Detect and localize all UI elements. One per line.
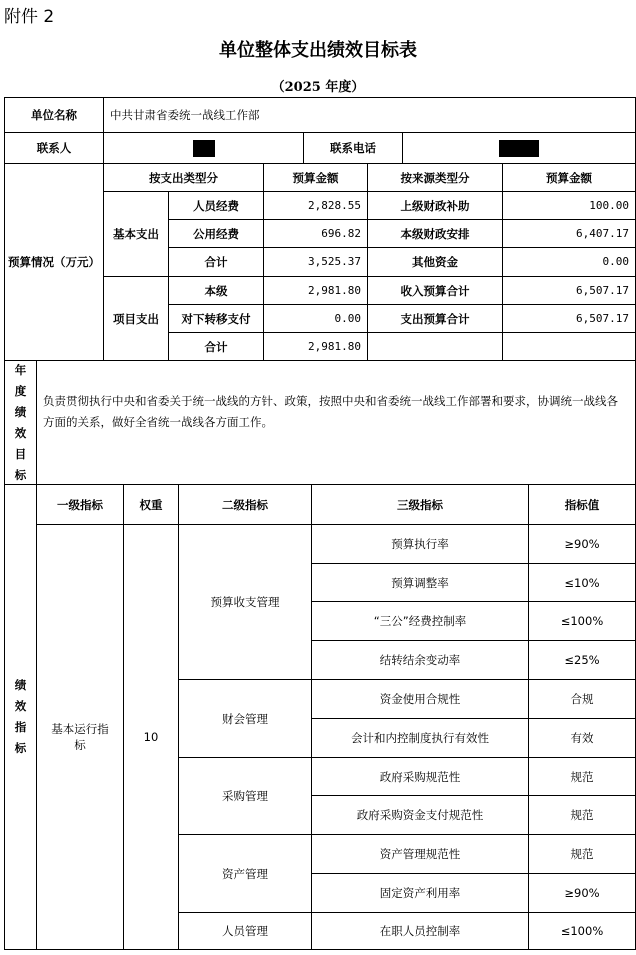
indicator-value: 规范 [528, 834, 636, 874]
indicator-value: 合规 [528, 679, 636, 719]
level2-accounting-management: 财会管理 [178, 679, 312, 758]
header-level2: 二级指标 [178, 484, 312, 525]
unit-name-value: 中共甘肃省委统一战线工作部 [103, 97, 636, 133]
budget-row-source: 其他资金 [367, 247, 503, 277]
budget-row-source-amount: 0.00 [502, 247, 636, 277]
budget-row-name: 本级 [168, 276, 264, 305]
header-weight: 权重 [123, 484, 179, 525]
level3-indicator: 预算调整率 [311, 563, 529, 602]
budget-row-amount: 2,981.80 [263, 276, 368, 305]
level3-indicator: 资产管理规范性 [311, 834, 529, 874]
indicator-value: 规范 [528, 757, 636, 796]
budget-row-source-empty [367, 332, 503, 361]
page-title: 单位整体支出绩效目标表 [219, 40, 417, 61]
header-level3: 三级指标 [311, 484, 529, 525]
level3-indicator: 结转结余变动率 [311, 640, 529, 680]
level2-budget-management: 预算收支管理 [178, 524, 312, 680]
budget-row-name: 对下转移支付 [168, 304, 264, 333]
attachment-label: 附件 2 [4, 7, 55, 27]
budget-row-source-amount: 6,407.17 [502, 219, 636, 248]
unit-name-label: 单位名称 [4, 97, 104, 133]
indicator-value: ≤100% [528, 912, 636, 950]
level3-indicator: 预算执行率 [311, 524, 529, 564]
level2-asset-management: 资产管理 [178, 834, 312, 913]
header-value: 指标值 [528, 484, 636, 525]
level3-indicator: 会计和内控制度执行有效性 [311, 718, 529, 758]
indicator-value: ≤10% [528, 563, 636, 602]
phone-value-redacted [402, 132, 636, 164]
indicator-value: 有效 [528, 718, 636, 758]
annual-objective-text: 负责贯彻执行中央和省委关于统一战线的方针、政策，按照中央和省委统一战线工作部署和要求，协调统一战线各方面的关系，做好全省统一战线各方面工作。 [36, 360, 636, 485]
year-label: （2025 年度） [271, 80, 365, 95]
budget-row-source-amount: 100.00 [502, 191, 636, 220]
budget-row-source-amount-empty [502, 332, 636, 361]
level3-indicator: 在职人员控制率 [311, 912, 529, 950]
budget-row-source: 收入预算合计 [367, 276, 503, 305]
level3-indicator: “三公”经费控制率 [311, 601, 529, 641]
budget-header-by-type: 按支出类型分 [103, 163, 264, 192]
level2-procurement-management: 采购管理 [178, 757, 312, 835]
level3-indicator: 政府采购资金支付规范性 [311, 795, 529, 835]
level3-indicator: 固定资产利用率 [311, 873, 529, 913]
indicator-value: ≤100% [528, 601, 636, 641]
performance-indicator-label: 绩 效 指 标 [4, 484, 37, 950]
indicator-value: ≥90% [528, 524, 636, 564]
basic-expense-label: 基本支出 [103, 191, 169, 277]
contact-label: 联系人 [4, 132, 104, 164]
annual-objective-label: 年 度 绩 效 目 标 [4, 360, 37, 485]
budget-row-amount: 0.00 [263, 304, 368, 333]
budget-label: 预算情况（万元） [4, 163, 104, 361]
weight-value: 10 [123, 524, 179, 950]
budget-header-amount-2: 预算金额 [502, 163, 636, 192]
budget-row-amount: 2,828.55 [263, 191, 368, 220]
budget-row-amount: 2,981.80 [263, 332, 368, 361]
budget-row-name: 公用经费 [168, 219, 264, 248]
level1-basic-operation: 基本运行指标 [36, 524, 124, 950]
level3-indicator: 政府采购规范性 [311, 757, 529, 796]
budget-row-amount: 696.82 [263, 219, 368, 248]
budget-row-source: 本级财政安排 [367, 219, 503, 248]
budget-row-source-amount: 6,507.17 [502, 276, 636, 305]
budget-row-name: 人员经费 [168, 191, 264, 220]
budget-row-name: 合计 [168, 332, 264, 361]
header-level1: 一级指标 [36, 484, 124, 525]
budget-row-source: 支出预算合计 [367, 304, 503, 333]
budget-row-amount: 3,525.37 [263, 247, 368, 277]
level2-personnel-management: 人员管理 [178, 912, 312, 950]
indicator-value: ≤25% [528, 640, 636, 680]
indicator-value: 规范 [528, 795, 636, 835]
budget-row-source: 上级财政补助 [367, 191, 503, 220]
budget-row-source-amount: 6,507.17 [502, 304, 636, 333]
project-expense-label: 项目支出 [103, 276, 169, 361]
budget-header-amount: 预算金额 [263, 163, 368, 192]
budget-header-by-source: 按来源类型分 [367, 163, 503, 192]
phone-label: 联系电话 [303, 132, 403, 164]
contact-value-redacted [103, 132, 304, 164]
budget-row-name: 合计 [168, 247, 264, 277]
level3-indicator: 资金使用合规性 [311, 679, 529, 719]
indicator-value: ≥90% [528, 873, 636, 913]
